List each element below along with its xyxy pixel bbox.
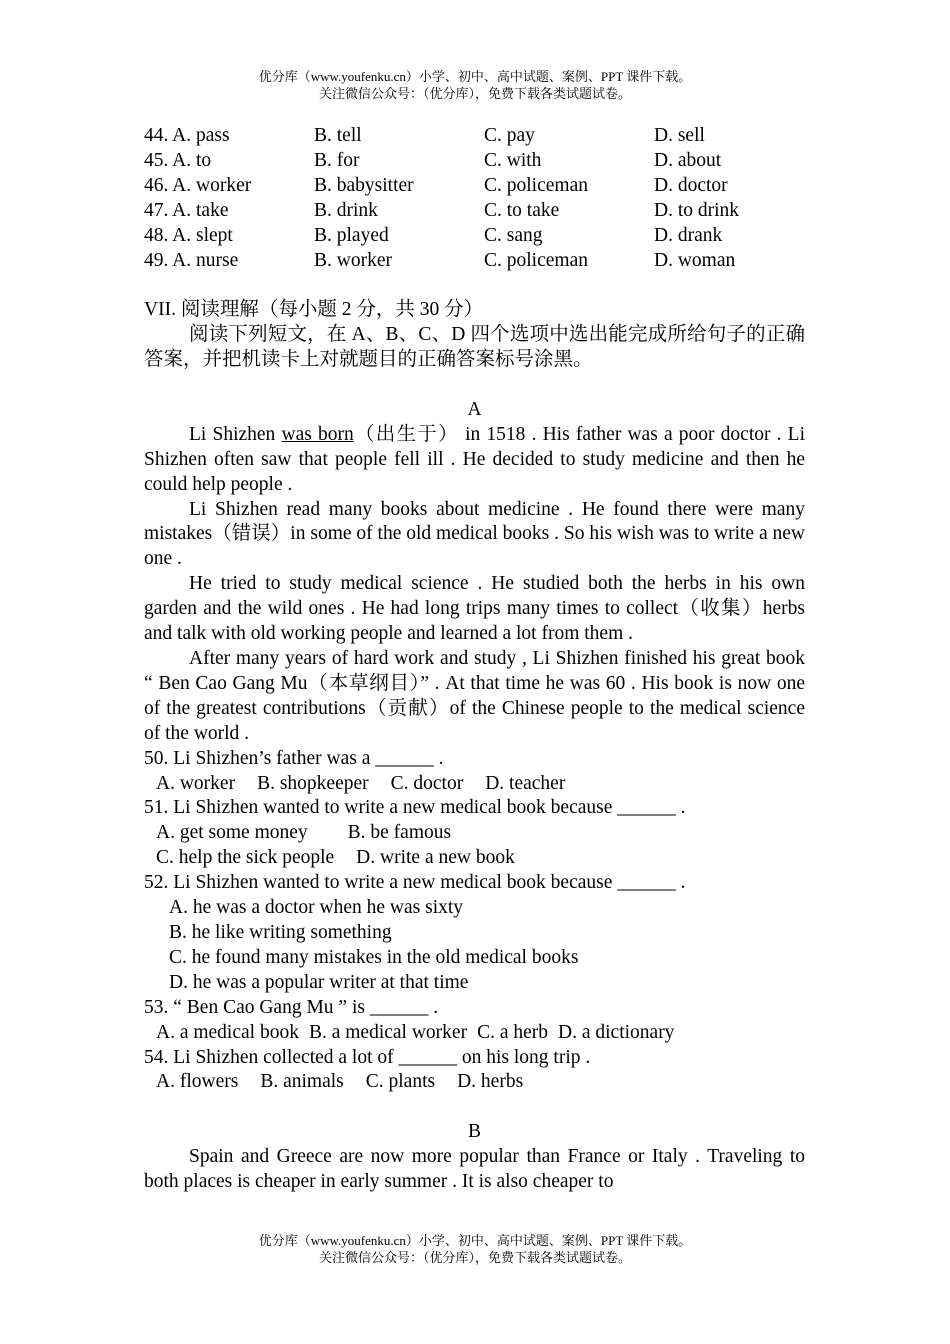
passage-b-label: B	[467, 1121, 481, 1143]
option-c: C. help the sick people	[156, 847, 335, 869]
footer-line-1: 优分库（www.youfenku.cn）小学、初中、高中试题、案例、PPT 课件下载。	[258, 1233, 692, 1248]
option-d: D. drank	[654, 224, 723, 246]
passage-a-p1-rest: （出生于） in 1518 . His father was a poor doctor . Li Shizhen often saw that people fell ill . He decided to study medicine and then he could help people .	[144, 423, 806, 495]
option-a: 48. A. slept	[144, 224, 233, 246]
page-content	[144, 124, 805, 1195]
option-b: B. tell	[314, 125, 362, 146]
option-d: D. about	[654, 149, 722, 171]
option-d: D. herbs	[457, 1071, 524, 1093]
option-c: C. policeman	[484, 174, 588, 196]
footer-line-2: 关注微信公众号：（优分库），免费下载各类试题试卷。	[318, 1250, 631, 1265]
option-d: D. to drink	[654, 199, 740, 221]
option-a: A. he was a doctor when he was sixty	[169, 897, 464, 919]
option-b: B. a medical worker	[308, 1021, 468, 1043]
option-c: C. sang	[484, 224, 543, 246]
option-c: C. a herb	[477, 1021, 549, 1043]
underlined-phrase: was born	[281, 423, 354, 445]
option-row	[144, 249, 805, 274]
option-row	[144, 124, 805, 149]
option-a: 46. A. worker	[144, 174, 252, 196]
option-a: A. flowers	[156, 1071, 239, 1093]
option-b: B. shopkeeper	[257, 772, 369, 794]
option-d: D. he was a popular writer at that time	[169, 971, 469, 993]
option-c: C. he found many mistakes in the old medical books	[169, 946, 579, 968]
passage-a-paragraph-1	[144, 423, 805, 498]
spacer	[144, 273, 805, 298]
section-title: VII. 阅读理解（每小题 2 分，共 30 分）	[144, 299, 484, 321]
option-b: B. animals	[260, 1071, 344, 1093]
section-instruction: 阅读下列短文，在 A、B、C、D 四个选项中选出能完成所给句子的正确答案，并把机读卡上对就题目的正确答案标号涂黑。	[144, 324, 805, 371]
spacer	[144, 373, 805, 398]
passage-a-paragraph-4: After many years of hard work and study , Li Shizhen finished his great book “ Ben Cao Gang Mu（本草纲目）” . At that time he was 60 . His book is now one of the greatest contributions（贡献）of the Chinese people to the medical science of the world .	[144, 648, 805, 744]
option-a: 49. A. nurse	[144, 249, 239, 271]
option-d: D. doctor	[654, 174, 728, 196]
passage-a-paragraph-2: Li Shizhen read many books about medicine . He found there were many mistakes（错误）in some of the old medical books . So his wish was to write a new one .	[144, 498, 805, 570]
option-c: C. doctor	[390, 772, 464, 794]
header-line-2: 关注微信公众号：（优分库），免费下载各类试题试卷。	[318, 86, 631, 101]
option-b: B. for	[314, 149, 360, 171]
option-b: B. be famous	[347, 822, 452, 844]
option-d: D. a dictionary	[558, 1021, 675, 1043]
option-b: B. drink	[314, 199, 378, 221]
passage-b-paragraph-1: Spain and Greece are now more popular than France or Italy . Traveling to both places is cheaper in early summer . It is also cheaper to	[144, 1146, 805, 1193]
question-50-stem: 50. Li Shizhen’s father was a ______ .	[144, 747, 444, 769]
spacer	[144, 1095, 805, 1120]
option-row	[144, 224, 805, 249]
passage-a-p1-start: Li Shizhen	[189, 423, 282, 445]
question-53-options	[144, 1021, 805, 1046]
question-54-options	[144, 1070, 805, 1095]
option-b: B. played	[314, 224, 389, 246]
option-row	[144, 199, 805, 224]
option-a: 47. A. take	[144, 199, 229, 221]
option-b: B. worker	[314, 249, 392, 271]
cloze-options-table	[144, 124, 805, 273]
option-d: D. woman	[654, 249, 736, 271]
page-header	[0, 68, 950, 102]
option-d: D. sell	[654, 125, 705, 146]
page-footer	[0, 1232, 950, 1266]
option-c: C. policeman	[484, 249, 588, 271]
question-51-options-row-2	[144, 846, 805, 871]
option-c: C. to take	[484, 199, 560, 221]
option-a: 44. A. pass	[144, 125, 230, 146]
option-d: D. teacher	[485, 772, 566, 794]
option-a: A. a medical book	[156, 1021, 299, 1043]
option-row	[144, 174, 805, 199]
question-50-options	[144, 772, 805, 797]
option-c: C. with	[484, 149, 542, 171]
option-d: D. write a new book	[356, 847, 515, 869]
option-c: C. plants	[365, 1071, 436, 1093]
passage-a-paragraph-3: He tried to study medical science . He studied both the herbs in his own garden and the wild ones . He had long trips many times to collect（收集）herbs and talk with old working people and learned a lot from them .	[144, 573, 805, 645]
passage-a-label: A	[467, 398, 482, 420]
question-51-options-row-1	[144, 821, 805, 846]
option-b: B. babysitter	[314, 174, 414, 196]
option-row	[144, 149, 805, 174]
option-c: C. pay	[484, 125, 535, 146]
option-b: B. he like writing something	[169, 921, 392, 943]
question-53-stem: 53. “ Ben Cao Gang Mu ” is ______ .	[144, 996, 439, 1018]
option-a: 45. A. to	[144, 149, 212, 171]
option-a: A. worker	[156, 772, 236, 794]
question-52-stem: 52. Li Shizhen wanted to write a new medical book because ______ .	[144, 872, 686, 894]
option-a: A. get some money	[156, 822, 308, 844]
question-54-stem: 54. Li Shizhen collected a lot of ______ on his long trip .	[144, 1046, 591, 1068]
header-line-1: 优分库（www.youfenku.cn）小学、初中、高中试题、案例、PPT 课件下载。	[258, 69, 692, 84]
question-51-stem: 51. Li Shizhen wanted to write a new medical book because ______ .	[144, 797, 686, 819]
